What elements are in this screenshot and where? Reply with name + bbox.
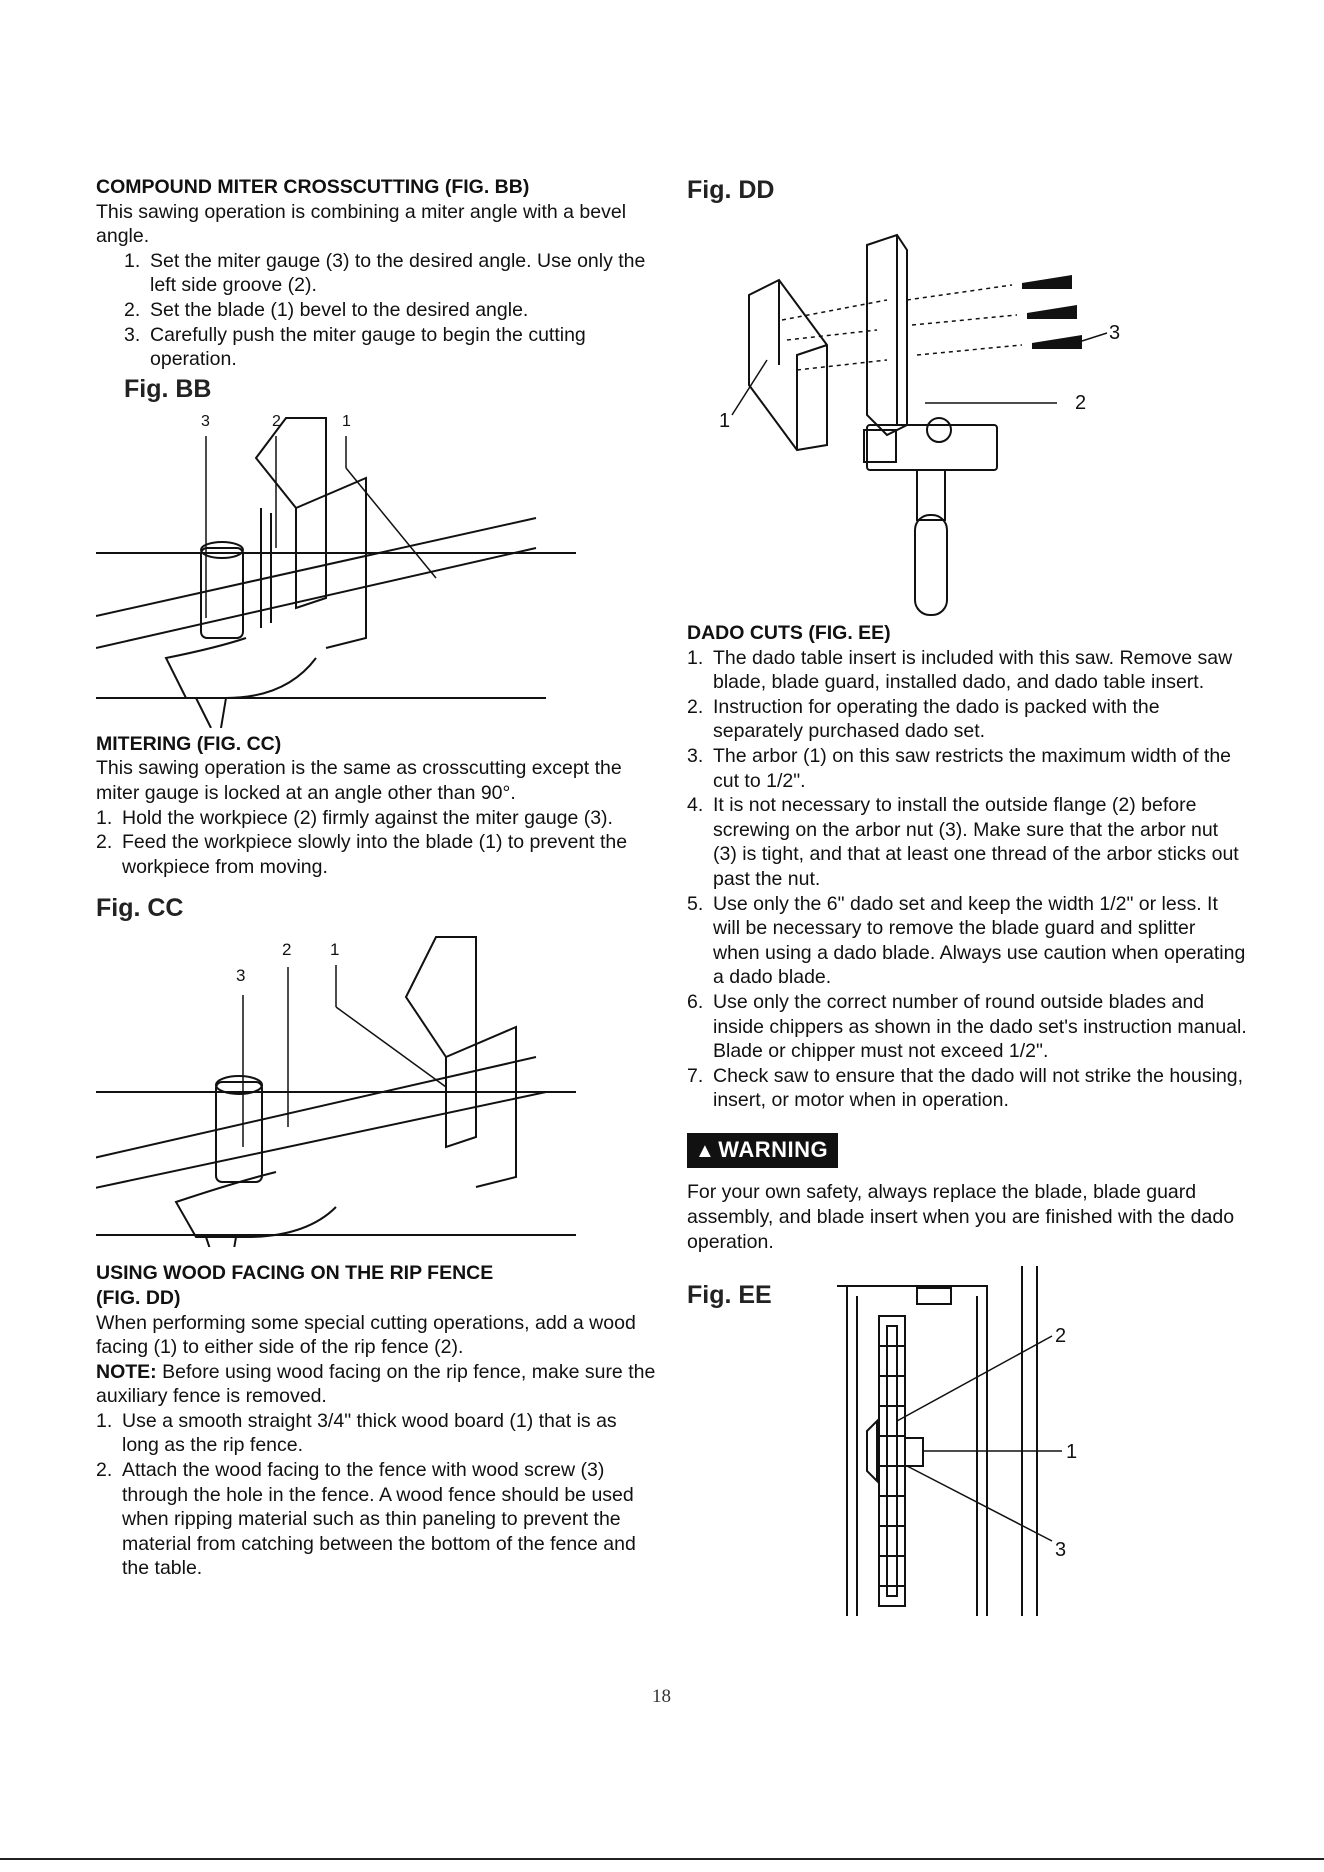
warning-triangle-icon: ▲ (695, 1139, 716, 1162)
fig-ee-block (687, 1266, 1247, 1626)
warning-text: For your own safety, always replace the blade, blade guard assembly, and blade insert when you are finished with the dado operation. (687, 1181, 1235, 1253)
fig-ee-illustration (837, 1266, 1137, 1626)
compound-steps (96, 249, 656, 372)
callout-1: 1 (342, 412, 351, 430)
warning-badge: ▲ WARNING (687, 1133, 838, 1169)
callout-3: 3 (1055, 1539, 1067, 1562)
fig-dd-label: Fig. DD (687, 176, 775, 204)
callout-1: 1 (719, 410, 731, 432)
callout-2: 2 (1075, 392, 1087, 414)
list-item: 5. Use only the 6" dado set and keep the width 1/2" or less. It will be necessary to remove the blade guard and splitter when using a dado blade. Always use caution when operating a dado blade. (687, 892, 1246, 989)
compound-intro: This sawing operation is combining a miter angle with a bevel angle. (96, 200, 627, 248)
mitering-intro: This sawing operation is the same as crosscutting except the miter gauge is locked at an angle other than 90°. (96, 757, 622, 804)
page-number: 18 (652, 1686, 671, 1707)
facing-intro: When performing some special cutting operations, add a wood facing (1) to either side of the rip fence (2). (96, 1311, 636, 1359)
fig-cc-illustration (96, 917, 636, 1247)
bottom-rule (0, 1858, 1324, 1860)
list-item: 1. The dado table insert is included with this saw. Remove saw blade, blade guard, installed dado, and dado table insert. (687, 646, 1233, 694)
list-item: 3. The arbor (1) on this saw restricts the maximum width of the cut to 1/2". (687, 744, 1232, 792)
dado-heading: DADO CUTS (FIG. EE) (687, 622, 891, 644)
callout-3: 3 (201, 412, 210, 430)
fig-cc-label: Fig. CC (96, 894, 184, 923)
list-item: 4. It is not necessary to install the outside flange (2) before screwing on the arbor nut (3). Make sure that the arbor nut (3) is tight, and that at least one thread of the arbor sticks out past the nut. (687, 794, 1239, 890)
callout-2: 2 (272, 412, 281, 430)
list-item: 2. Feed the workpiece slowly into the blade (1) to prevent the workpiece from moving. (96, 831, 628, 878)
compound-heading: COMPOUND MITER CROSSCUTTING (FIG. BB) (96, 176, 530, 198)
facing-note (96, 1360, 656, 1409)
fig-bb-label: Fig. BB (124, 374, 212, 403)
note-text: Before using wood facing on the rip fence, make sure the auxiliary fence is removed. (96, 1360, 656, 1408)
list-item: 2. Set the blade (1) bevel to the desired angle. (124, 298, 529, 321)
list-item: 2. Attach the wood facing to the fence with wood screw (3) through the hole in the fence. A wood fence should be used when ripping material such as thin paneling to prevent the material from catching between the bottom of the fence and the table. (96, 1459, 636, 1580)
mitering-steps (96, 806, 656, 880)
list-item: 6. Use only the correct number of round outside blades and inside chippers as shown in the dado set's instruction manual. Blade or chipper must not exceed 1/2". (687, 990, 1247, 1063)
callout-1: 1 (1066, 1441, 1078, 1464)
facing-heading: USING WOOD FACING ON THE RIP FENCE (96, 1262, 494, 1285)
facing-heading-sub: (FIG. DD) (96, 1286, 181, 1309)
list-item: 7. Check saw to ensure that the dado will not strike the housing, insert, or motor when in operation. (687, 1064, 1244, 1112)
note-label: NOTE: (96, 1360, 157, 1383)
fig-ee-label: Fig. EE (687, 1281, 772, 1310)
callout-2: 2 (282, 940, 292, 960)
callout-2: 2 (1055, 1325, 1067, 1348)
fig-dd-illustration (687, 205, 1207, 625)
fig-bb-illustration (96, 398, 636, 728)
left-column (96, 175, 656, 1581)
warning-badge-wrap (687, 1133, 1247, 1169)
list-item: 3. Carefully push the miter gauge to begin the cutting operation. (124, 323, 586, 371)
callout-3: 3 (236, 966, 246, 986)
mitering-heading: MITERING (FIG. CC) (96, 732, 282, 755)
right-column (687, 175, 1247, 1626)
callout-1: 1 (330, 940, 340, 960)
list-item: 2. Instruction for operating the dado is packed with the separately purchased dado set. (687, 695, 1160, 743)
dado-steps (687, 646, 1247, 1113)
list-item: 1. Set the miter gauge (3) to the desired angle. Use only the left side groove (2). (124, 249, 646, 297)
list-item: 1. Use a smooth straight 3/4" thick wood board (1) that is as long as the rip fence. (96, 1409, 617, 1457)
list-item: 1. Hold the workpiece (2) firmly against the miter gauge (3). (96, 806, 613, 829)
facing-steps (96, 1409, 656, 1581)
callout-3: 3 (1109, 322, 1121, 344)
